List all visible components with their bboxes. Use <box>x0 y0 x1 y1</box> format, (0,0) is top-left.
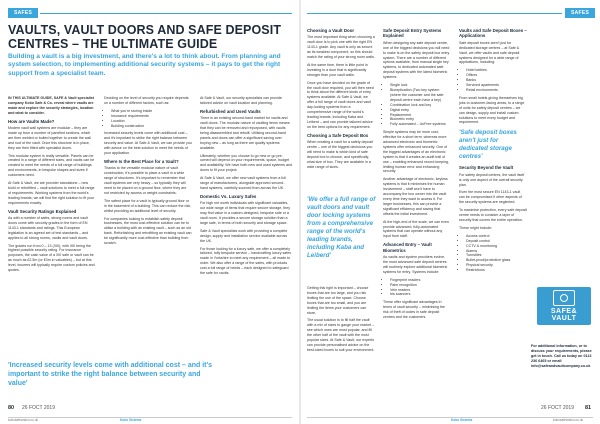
paragraph: At Safe & Vault, we offer new vault systems from a full range of manufacturers, alongside approved second-hand systems, carefully sourced from across the UK. <box>200 176 286 190</box>
right-column-2 <box>383 26 451 323</box>
article-title: VAULTS, VAULT DOORS AND SAFE DEPOSIT CENTRES – THE ULTIMATE GUIDE <box>8 23 282 51</box>
paragraph: As with a number of safes, strong rooms and vault doors come with security grades in the form of EN 1143-1 standards and ratings. This European legislation is an agreed set of test standards – and applies to all strong rooms, vaults and vault doors. <box>8 216 89 240</box>
header-rule <box>40 13 292 14</box>
list-item: • Replacement <box>390 113 451 118</box>
list-item: • Digital entry <box>390 108 451 113</box>
list-item: • Deposit control <box>466 239 527 244</box>
applications-list <box>459 68 527 93</box>
paragraph: The safest place for a vault is typically ground floor or in the basement of a building. This can reduce the risk, whilst providing an additional level of security. <box>104 198 192 213</box>
list-item: • Combination lock and key <box>390 103 451 108</box>
paragraph: For high net worth individuals with significant valuables, our wide range of items that require secure storage, they may find value in a custom-designed, bespoke safe or a vault room. It provides a secure storage solution than a large safe, in terms of both security and storage space. <box>200 201 291 225</box>
list-item: • Physical security <box>466 263 527 268</box>
paragraph: Ultimately, whether you choose to go new or go pre-owned will depend on your requirements, space, budget and availability. We have both new and used systems and doors to fit your project. <box>200 153 292 173</box>
list-item: • Single lock <box>390 83 451 88</box>
entry-systems-list <box>383 83 451 127</box>
list-item: • Banks <box>466 78 527 83</box>
logo-wordmark-1: SAFE& <box>550 308 578 315</box>
contact-box: For additional information, or to discuss your requirements, please get in touch. Call us today on 0113 236 6465 or email info@safeandvaultcompany.co.uk <box>531 344 592 368</box>
logo-wordmark-2: VAULT <box>551 315 577 322</box>
subheading-how-made: How are Vaults Made? <box>8 118 55 124</box>
paragraph: When creating a vault for a safety deposit centre – one of the biggest decisions you will need to make is which kind of safe deposit box to choose, and specifically, what size of box. They are available in a wide range of sizes. <box>307 140 374 169</box>
footer-brand: Kobo Sistema <box>451 418 473 422</box>
paragraph: At Safe & Vault, we are provider standalone – new build or retrofitted – vault solutions to meet a full range of requirements. Working systems from the world's leading brands, we will find the right solution to fit your requirements exactly. <box>8 181 95 205</box>
left-column-1 <box>8 96 96 276</box>
footer-brand: Kobo Sistema <box>120 418 142 422</box>
right-column-1 <box>307 26 375 173</box>
paragraph: These offer significant advantages in terms of vault security – minimising the risk of theft of codes in safe deposit centres and the customers. <box>383 300 445 320</box>
list-item: • Fully automated – UnFree systems <box>390 122 451 127</box>
page-footer <box>0 405 299 422</box>
list-item: • Turnstiles <box>466 253 527 258</box>
list-item: • CCTV & monitoring <box>466 244 527 249</box>
security-layers-list <box>459 234 527 273</box>
page-number: 80 <box>8 405 15 411</box>
list-item: • Alarms <box>466 249 527 254</box>
list-item: • Iris scanners <box>390 292 451 297</box>
subheading-deposit-box: Choosing a Safe Deposit Box <box>307 132 369 138</box>
subheading-ratings: Vault Security Ratings Explained <box>8 208 77 214</box>
paragraph: When designing any safe deposit centre, one of the biggest decisions you will need to make is on the safety deposit box entry system. There are a number of different options available, from manual single key systems, to dedicated automated safe deposit systems with the latest biometric systems: <box>383 40 450 80</box>
paragraph: Modern vault wall systems are modular – they are made up from a number of panelled sections, which are then welded or bolted together to create the wall and roof of the vault. Once this structure is in place, they are then fitted with specialist doors. <box>8 126 91 150</box>
paragraph: Increased security levels come with additional cost – and it's important to strike the right balance between security and value. At Safe & Vault, we can provide you with advice on the best solution to meet the needs of your application. <box>104 131 192 156</box>
paragraph: At Safe & Vault, our security specialists can provide tailored advice on vault location and planning. <box>200 96 282 105</box>
list-item: • Access control <box>466 234 527 239</box>
header-rule <box>307 13 562 14</box>
list-item: • Biometric entry <box>390 117 451 122</box>
paragraph: Deciding on the level of security you require depends on a number of different factors, such as: <box>104 96 189 105</box>
list-item: • What you're storing inside <box>111 109 192 114</box>
list-item: • Insurance requirements <box>111 114 192 119</box>
list-item: • Vein readers <box>390 288 451 293</box>
paragraph: There is an existing second-hand market for vaults and vault doors. The modular nature of vaulting items means that they can be removed and repurposed, with vaults being disassembled and rebuilt. Utilising second-hand panels and doors can offer a significant saving over buying new – as long as there are quality systems available. <box>200 116 290 150</box>
article-standfirst: Building a vault is a big investment, and there's a lot to think about. From planning and system selection, to implementing additional security systems – it pays to get the right support from a specialist team. <box>8 53 281 77</box>
list-item: • Hotel lobbies <box>466 68 527 73</box>
pull-quote: 'Safe deposit boxes aren't just for dedicated storage centres' <box>459 129 517 161</box>
list-item: • Location <box>111 119 192 124</box>
paragraph: Once you have decided on the grade of the vault door required, you will then need to think about the different kinds of entry systems available. At Safe & Vault, we offer a full range of vault doors and vault day-locking systems from a comprehensive range of the world's leading brands, including Kaba and Leiberd – and can provide tailored advice on the best options for any requirement. <box>307 80 374 129</box>
page-footer <box>301 405 600 422</box>
paragraph: This modular system is really versatile. Panels can be created in a range of different sizes, and vaults can be created to meet the needs of a full range of buildings and environments, in bespoke shapes and sizes if customers need. <box>8 153 95 178</box>
paragraph: At the same time, there is little point in investing in a door that is significantly stronger than your vault walls. <box>307 62 368 77</box>
paragraph: These might include: <box>459 225 493 230</box>
right-column-1-continued <box>307 286 375 356</box>
list-item: • Offices <box>466 73 527 78</box>
safe-and-vault-logo <box>537 287 591 325</box>
section-header <box>565 7 595 19</box>
footer-website: kobosafeandco.co.uk <box>553 418 584 422</box>
subheading-security-beyond: Security Beyond the Vault <box>459 165 514 171</box>
factors-list <box>104 109 192 129</box>
subheading-refurbished: Refurbished and Used Vaults <box>200 108 261 114</box>
paragraph: The usual solution is to fill half the vault with a mix of sizes to gauge your market – see which ones are most popular, and fill the other half of the vault with the most popular sizes. At Safe & Vault, our experts can provide personalised advice on the best-sized boxes to suit your environment. <box>307 318 375 352</box>
left-column-2 <box>104 96 192 249</box>
section-tag: SAFES <box>8 8 38 18</box>
paragraph: Safe & Vault specialists work with providing a complete design, supply and installation service available across the UK. <box>200 228 288 243</box>
list-item: • Retail environments <box>466 88 527 93</box>
paragraph: For safety deposit centres, the vault itself is only one aspect of the overall security plan. <box>459 172 525 187</box>
section-tag: SAFES <box>565 8 595 18</box>
paragraph: To maximise protection, every safe deposit centre needs to consider a layer of security that covers the entire operation. <box>459 208 527 222</box>
paragraph: Even the most secure EN 1143-1 vault can be compromised if other aspects of the security systems are neglected. <box>459 190 522 205</box>
intro-paragraph: IN THIS ULTIMATE GUIDE, SAFE & Vault specialist company Kobo Safe & Co. reveal where vaults are made and explore the security strategies, location and what to consider. <box>8 96 94 115</box>
subheading-vault-door: Choosing a Vault Door <box>307 28 355 33</box>
list-item: • Bullet-proof/protective glass <box>466 258 527 263</box>
subheading-where: Where Is the Best Place for a Vault? <box>104 158 179 164</box>
issue-date: 26 FOCT 2019 <box>22 405 55 411</box>
subheading-biometrics: Advanced Entry – Vault Biometrics <box>383 242 432 253</box>
list-item: • Restrictions <box>466 268 527 273</box>
left-column-3 <box>200 96 292 279</box>
paragraph: The most important thing when choosing a vault door is to pick one with the right EN 1143-1 grade. Any vault is only as secure as its weakest component, so this should match the rating of your strong room walls. <box>307 35 375 60</box>
paragraph: From small hotels giving themselves big jobs to customer-facing areas, to a range of units for safety deposit centres – we can design, supply and install custom solutions to meet every budget and requirement. <box>459 95 525 125</box>
paragraph: Another advantage of electronic, keyless systems is that it minimises the human involvement – staff won't have to accompany the box owner into the vault every time they want to access it. For larger businesses, this can provide a significant efficiency and saving that offsets the initial investment. <box>383 177 448 216</box>
paragraph: At the high-end of the scale, we can even provide advanced, fully-automated systems that can operate without any input from staff. <box>383 219 449 239</box>
paragraph: Getting this right is important – choose boxes that are too large, and you risk limiting the use of the space. Choose boxes that are too small, and you are limiting the items your customers can store. <box>307 286 369 315</box>
left-page <box>0 0 299 424</box>
right-column-3 <box>459 26 527 276</box>
footer-website: kobosafeandco.co.uk <box>8 418 39 422</box>
subheading-applications: Vaults and Safe Deposit Boxes – Applications <box>459 28 527 39</box>
biometrics-list <box>383 278 451 298</box>
paragraph: As vaults and system providers evolve, the most advanced safe deposit centres will routinely explore additional biometric systems for entry. Systems include: <box>383 255 448 274</box>
paragraph: Thanks to the versatile modular nature of vault construction, it's possible to place a vault in a wide range of structures. It's important to remember that vault systems are very heavy – so typically they will need to be placed on a ground floor, where they are not restricted by access or weight constraints. <box>104 166 187 195</box>
paragraph: For companies looking to establish safety deposit businesses, the most cost-effective solution can be to utilise a building with an existing vault – such as an old bank. Refurbishing and retrofitting an existing vault can be significantly more cost-effective than building from scratch. <box>104 216 192 246</box>
list-item: • Bioreplication (Two key system (where the customer and the safe deposit centre each have a key) <box>390 88 451 103</box>
pull-quote: 'Increased security levels come with additional cost – and it's important to strike the right balance between security and value' <box>8 362 213 387</box>
right-page <box>301 0 600 424</box>
issue-date: 26 FOCT 2019 <box>541 405 574 411</box>
footer-rule <box>8 417 292 418</box>
safe-icon <box>553 290 575 306</box>
paragraph: Simple systems may be more cost-effective for a short term, whereas more advanced electronic and biometric systems offer enhanced security. One of the biggest advantages of an electronic system is that it creates an audit trail of use – enabling enhanced record keeping, limiting human error and enhancing security. <box>383 130 449 174</box>
subheading-domestic: Domestic Vs. Luxury Safes <box>200 193 257 199</box>
paragraph: The grades run from 0 – 13 (XIII), with XIII being the highest possible security rating. For insurance purposes, the cash value of a XIII safe or vault can be as much as £2.5m (or €3m in valuables) – but at this level, insurers will typically require custom policies and quotes. <box>8 243 95 273</box>
list-item: • Palm recognition <box>390 283 451 288</box>
list-item: • Fingerprint readers <box>390 278 451 283</box>
subheading-entry-systems: Safe Deposit Entry Systems Explained <box>383 28 442 39</box>
list-item: • Building construction <box>111 124 192 129</box>
footer-rule <box>307 417 593 418</box>
section-header <box>8 7 38 19</box>
paragraph: For those looking for a luxury safe, we offer a completely tailored, fully bespoke service – handcrafting luxury safes made in Yorkshire to meet any requirement – all made to order. We also offer a range of the safes, with products cost a full range of needs – each designed to safeguard the safe for vaults. <box>200 246 292 276</box>
list-item: • Serviced apartments <box>466 83 527 88</box>
page-number: 81 <box>585 405 592 411</box>
paragraph: Safe deposit boxes aren't just for dedicated storage centres – at Safe & Vault, we offer vaults and safe deposit systems designed for a wide range of applications, including: <box>459 40 520 65</box>
pull-quote: 'We offer a full range of vault doors and vault door locking systems from a comprehensive range of the world's leading brands, including Kaba and Leiberd' <box>307 196 376 259</box>
